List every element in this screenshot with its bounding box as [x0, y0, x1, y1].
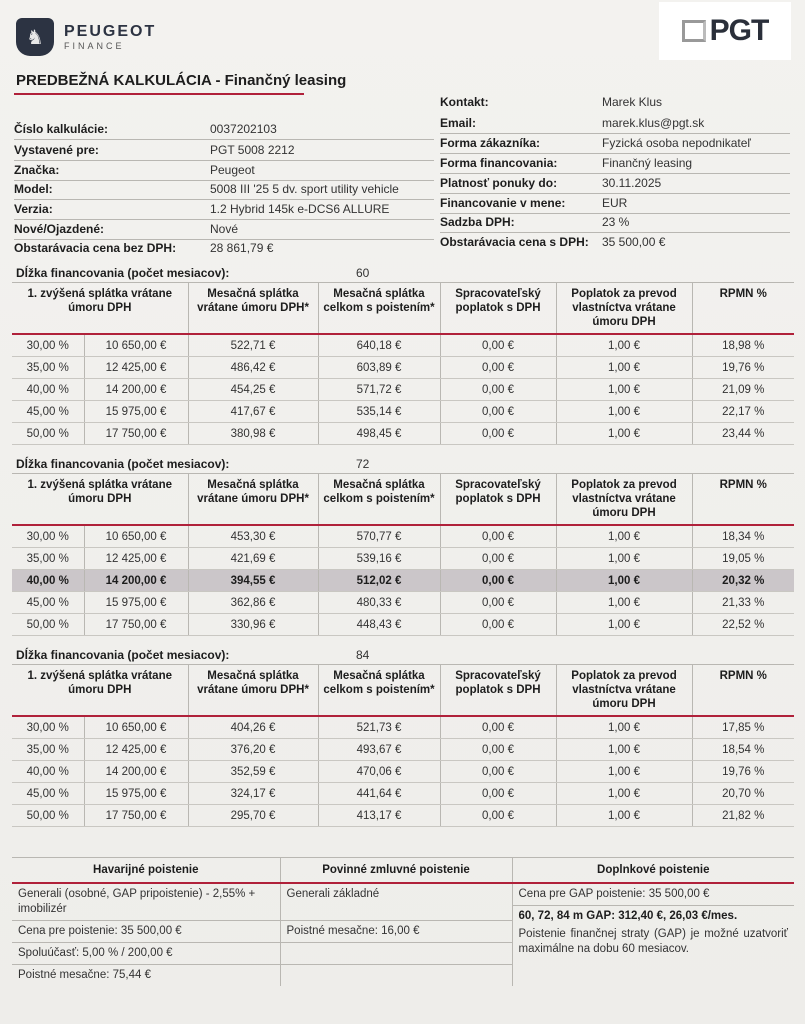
doplnkove-title: Doplnkové poistenie [512, 858, 794, 884]
table-cell: 0,00 € [440, 614, 556, 636]
table-cell: 0,00 € [440, 783, 556, 805]
info-label: Vystavené pre: [14, 143, 99, 157]
table-cell: 20,32 % [692, 570, 794, 592]
table-cell: 45,00 % [12, 401, 84, 423]
table-cell: 1,00 € [556, 570, 692, 592]
table-cell: 571,72 € [318, 379, 440, 401]
table-cell: 30,00 % [12, 716, 84, 739]
table-cell: 0,00 € [440, 525, 556, 548]
table-cell: 10 650,00 € [84, 334, 188, 357]
gap-rate: 60, 72, 84 m GAP: 312,40 €, 26,03 €/mes. [518, 910, 738, 922]
table-cell: 18,54 % [692, 739, 794, 761]
info-label: Forma financovania: [440, 156, 558, 170]
havarijne-line: Spoluúčasť: 5,00 % / 200,00 € [12, 943, 280, 965]
info-value: Finančný leasing [602, 156, 693, 170]
table-cell: 20,70 % [692, 783, 794, 805]
table-row [12, 401, 794, 423]
table-cell: 295,70 € [188, 805, 318, 827]
left-info-row [14, 160, 434, 181]
pgt-logo: PGT [659, 2, 791, 60]
duration-months: 60 [356, 266, 370, 280]
info-value: 28 861,79 € [210, 241, 274, 255]
table-cell: 50,00 % [12, 614, 84, 636]
left-info-row [14, 219, 434, 240]
page-title: PREDBEŽNÁ KALKULÁCIA - Finančný leasing [16, 72, 347, 89]
table-cell: 330,96 € [188, 614, 318, 636]
header-cell: Mesačná splátka vrátane úmoru DPH* [188, 283, 318, 335]
header-cell: 1. zvýšená splátka vrátane úmoru DPH [27, 479, 172, 505]
header-cell: Mesačná splátka vrátane úmoru DPH* [188, 665, 318, 717]
table-cell: 0,00 € [440, 570, 556, 592]
table-cell: 1,00 € [556, 357, 692, 379]
table-cell: 1,00 € [556, 334, 692, 357]
table-cell: 35,00 % [12, 739, 84, 761]
table-cell: 603,89 € [318, 357, 440, 379]
table-cell: 50,00 % [12, 423, 84, 445]
info-label: Verzia: [14, 202, 53, 216]
header-cell: Mesačná splátka vrátane úmoru DPH* [188, 474, 318, 526]
table-cell: 40,00 % [12, 379, 84, 401]
table-row [12, 379, 794, 401]
info-label: Kontakt: [440, 95, 489, 109]
info-label: Značka: [14, 163, 60, 177]
right-info-row [440, 113, 790, 134]
table-cell: 17 750,00 € [84, 805, 188, 827]
table-cell: 324,17 € [188, 783, 318, 805]
table-row [12, 334, 794, 357]
info-label: Sadzba DPH: [440, 215, 515, 229]
header-cell: Spracovateľský poplatok s DPH [440, 283, 556, 335]
table-cell: 640,18 € [318, 334, 440, 357]
financing-table [12, 282, 794, 445]
havarijne-line: Cena pre poistenie: 35 500,00 € [12, 921, 280, 943]
table-cell: 404,26 € [188, 716, 318, 739]
info-label: Email: [440, 116, 477, 130]
table-cell: 17 750,00 € [84, 423, 188, 445]
table-cell: 535,14 € [318, 401, 440, 423]
table-cell: 1,00 € [556, 423, 692, 445]
table-cell: 0,00 € [440, 761, 556, 783]
financing-table [12, 473, 794, 636]
gap-price: Cena pre GAP poistenie: 35 500,00 € [513, 884, 795, 906]
table-cell: 498,45 € [318, 423, 440, 445]
table-cell: 362,86 € [188, 592, 318, 614]
info-value: PGT 5008 2212 [210, 143, 295, 157]
havarijne-line: Generali (osobné, GAP pripoistenie) - 2,55% + imobilizér [12, 884, 280, 921]
header-cell: Mesačná splátka celkom s poistením* [318, 665, 440, 717]
table-cell: 376,20 € [188, 739, 318, 761]
header-cell: Spracovateľský poplatok s DPH [440, 474, 556, 526]
table-cell: 30,00 % [12, 525, 84, 548]
table-cell: 421,69 € [188, 548, 318, 570]
table-cell: 40,00 % [12, 570, 84, 592]
table-cell: 1,00 € [556, 783, 692, 805]
table-cell: 21,33 % [692, 592, 794, 614]
insurance-table [12, 857, 794, 986]
table-row [12, 739, 794, 761]
table-row [12, 525, 794, 548]
table-cell: 1,00 € [556, 401, 692, 423]
table-cell: 448,43 € [318, 614, 440, 636]
table-cell: 1,00 € [556, 614, 692, 636]
info-label: Obstarávacia cena s DPH: [440, 235, 589, 249]
info-label: Forma zákazníka: [440, 136, 541, 150]
table-cell: 1,00 € [556, 739, 692, 761]
table-cell: 35,00 % [12, 357, 84, 379]
table-cell: 380,98 € [188, 423, 318, 445]
duration-label: Dĺžka financovania (počet mesiacov): 72 [16, 457, 370, 471]
header-cell: Poplatok za prevod vlastníctva vrátane úmoru DPH [556, 474, 692, 526]
table-cell: 35,00 % [12, 548, 84, 570]
table-cell: 1,00 € [556, 525, 692, 548]
left-info-row [14, 140, 434, 161]
right-info-row [440, 193, 790, 214]
table-cell: 14 200,00 € [84, 570, 188, 592]
table-cell: 17,85 % [692, 716, 794, 739]
table-cell: 522,71 € [188, 334, 318, 357]
table-row [12, 592, 794, 614]
table-cell: 521,73 € [318, 716, 440, 739]
duration-months: 72 [356, 457, 370, 471]
povinne-title: Povinné zmluvné poistenie [280, 858, 512, 884]
table-cell: 15 975,00 € [84, 783, 188, 805]
table-row [12, 570, 794, 592]
table-row [12, 716, 794, 739]
table-cell: 15 975,00 € [84, 592, 188, 614]
table-cell: 417,67 € [188, 401, 318, 423]
info-value: Fyzická osoba nepodnikateľ [602, 136, 751, 150]
right-info-row [440, 92, 790, 112]
duration-label: Dĺžka financovania (počet mesiacov): 60 [16, 266, 370, 280]
table-cell: 493,67 € [318, 739, 440, 761]
left-info-row [14, 199, 434, 220]
table-row [12, 423, 794, 445]
gap-note: Poistenie finančnej straty (GAP) je možné uzatvoriť maximálne na dobu 60 mesiacov. [518, 928, 788, 955]
table-cell: 18,98 % [692, 334, 794, 357]
table-cell: 413,17 € [318, 805, 440, 827]
table-row [12, 761, 794, 783]
right-info-row [440, 173, 790, 194]
info-value: 1.2 Hybrid 145k e-DCS6 ALLURE [210, 202, 390, 216]
table-cell: 0,00 € [440, 401, 556, 423]
info-label: Model: [14, 182, 53, 196]
right-info-row [440, 212, 790, 233]
brand-sub: FINANCE [64, 40, 125, 51]
right-info-row [440, 232, 790, 252]
table-cell: 19,05 % [692, 548, 794, 570]
info-value: 30.11.2025 [602, 176, 662, 190]
info-value: Marek Klus [602, 95, 663, 109]
table-row [12, 805, 794, 827]
table-cell: 22,52 % [692, 614, 794, 636]
table-cell: 30,00 % [12, 334, 84, 357]
table-cell: 0,00 € [440, 423, 556, 445]
table-cell: 454,25 € [188, 379, 318, 401]
povinne-empty [281, 943, 512, 965]
table-cell: 50,00 % [12, 805, 84, 827]
table-cell: 0,00 € [440, 805, 556, 827]
table-row [12, 614, 794, 636]
table-cell: 0,00 € [440, 334, 556, 357]
table-cell: 1,00 € [556, 805, 692, 827]
table-cell: 21,82 % [692, 805, 794, 827]
havarijne-title: Havarijné poistenie [12, 858, 280, 884]
table-cell: 0,00 € [440, 357, 556, 379]
table-cell: 1,00 € [556, 716, 692, 739]
table-cell: 453,30 € [188, 525, 318, 548]
info-label: Nové/Ojazdené: [14, 222, 105, 236]
table-cell: 14 200,00 € [84, 761, 188, 783]
table-cell: 45,00 % [12, 592, 84, 614]
info-value: Peugeot [210, 163, 255, 177]
header-cell: Spracovateľský poplatok s DPH [440, 665, 556, 717]
table-cell: 486,42 € [188, 357, 318, 379]
header-cell: RPMN % [692, 283, 794, 335]
left-info-row [14, 119, 434, 140]
right-info-row [440, 133, 790, 154]
havarijne-line: Poistné mesačne: 75,44 € [18, 969, 151, 981]
povinne-cell [280, 883, 512, 986]
table-cell: 14 200,00 € [84, 379, 188, 401]
table-cell: 0,00 € [440, 379, 556, 401]
header-cell: Poplatok za prevod vlastníctva vrátane úmoru DPH [556, 283, 692, 335]
table-cell: 470,06 € [318, 761, 440, 783]
peugeot-finance-logo [16, 18, 156, 56]
info-value: EUR [602, 196, 628, 210]
table-cell: 441,64 € [318, 783, 440, 805]
table-cell: 1,00 € [556, 761, 692, 783]
table-row [12, 548, 794, 570]
table-cell: 19,76 % [692, 761, 794, 783]
info-value: marek.klus@pgt.sk [602, 116, 705, 130]
left-info-row [14, 238, 434, 258]
header-cell: RPMN % [692, 665, 794, 717]
table-cell: 0,00 € [440, 592, 556, 614]
table-row [12, 783, 794, 805]
pgt-mark-icon [682, 20, 706, 42]
header-cell: Mesačná splátka celkom s poistením* [318, 283, 440, 335]
info-value: 35 500,00 € [602, 235, 666, 249]
duration-months: 84 [356, 648, 370, 662]
table-cell: 18,34 % [692, 525, 794, 548]
table-cell: 22,17 % [692, 401, 794, 423]
duration-label: Dĺžka financovania (počet mesiacov): 84 [16, 648, 370, 662]
header-cell: 1. zvýšená splátka vrátane úmoru DPH [27, 670, 172, 696]
left-info-row [14, 179, 434, 200]
info-label: Obstarávacia cena bez DPH: [14, 241, 177, 255]
info-value: 0037202103 [210, 122, 277, 136]
brand-name: PEUGEOT [64, 22, 157, 40]
table-cell: 19,76 % [692, 357, 794, 379]
doplnkove-cell [512, 883, 794, 986]
info-value: 23 % [602, 215, 630, 229]
table-cell: 512,02 € [318, 570, 440, 592]
povinne-line: Generali základné [281, 884, 512, 921]
table-cell: 570,77 € [318, 525, 440, 548]
table-cell: 480,33 € [318, 592, 440, 614]
title-underline [14, 93, 304, 95]
header-cell: 1. zvýšená splátka vrátane úmoru DPH [27, 288, 172, 314]
info-value: 5008 III '25 5 dv. sport utility vehicle [210, 182, 399, 196]
lion-icon: ♞ [16, 18, 54, 56]
right-info-row [440, 153, 790, 174]
table-cell: 1,00 € [556, 379, 692, 401]
info-label: Číslo kalkulácie: [14, 122, 109, 136]
table-cell: 23,44 % [692, 423, 794, 445]
table-cell: 0,00 € [440, 548, 556, 570]
table-cell: 1,00 € [556, 592, 692, 614]
table-cell: 394,55 € [188, 570, 318, 592]
table-cell: 1,00 € [556, 548, 692, 570]
table-cell: 12 425,00 € [84, 739, 188, 761]
table-cell: 15 975,00 € [84, 401, 188, 423]
info-value: Nové [210, 222, 239, 236]
table-cell: 21,09 % [692, 379, 794, 401]
header-cell: Mesačná splátka celkom s poistením* [318, 474, 440, 526]
table-cell: 10 650,00 € [84, 716, 188, 739]
info-label: Platnosť ponuky do: [440, 176, 558, 190]
header-cell: Poplatok za prevod vlastníctva vrátane úmoru DPH [556, 665, 692, 717]
povinne-line: Poistné mesačne: 16,00 € [281, 921, 512, 943]
table-cell: 45,00 % [12, 783, 84, 805]
header-cell: RPMN % [692, 474, 794, 526]
table-cell: 17 750,00 € [84, 614, 188, 636]
financing-table [12, 664, 794, 827]
table-cell: 12 425,00 € [84, 548, 188, 570]
table-cell: 352,59 € [188, 761, 318, 783]
info-label: Financovanie v mene: [440, 196, 566, 210]
table-cell: 0,00 € [440, 716, 556, 739]
table-cell: 10 650,00 € [84, 525, 188, 548]
table-row [12, 357, 794, 379]
table-cell: 40,00 % [12, 761, 84, 783]
table-cell: 12 425,00 € [84, 357, 188, 379]
table-cell: 0,00 € [440, 739, 556, 761]
havarijne-cell [12, 883, 280, 986]
table-cell: 539,16 € [318, 548, 440, 570]
